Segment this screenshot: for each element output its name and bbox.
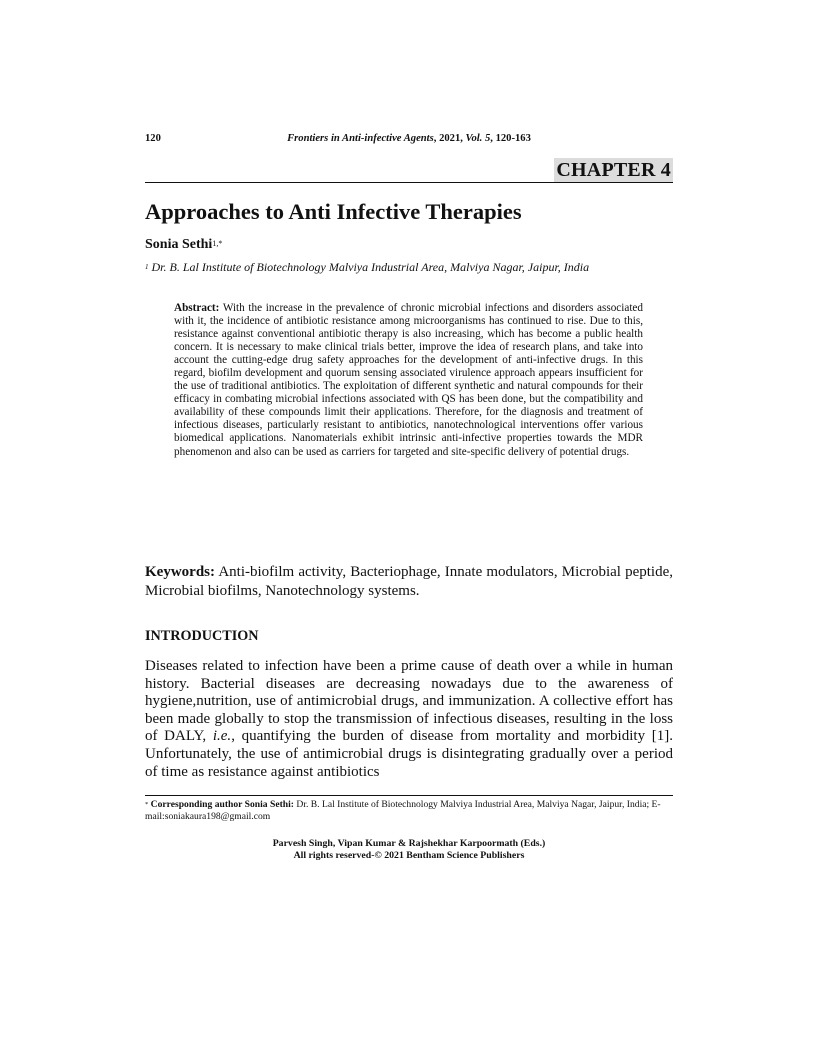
affiliation-text: Dr. B. Lal Institute of Biotechnology Malviya Industrial Area, Malviya Nagar, Jaipur, India <box>148 260 590 274</box>
running-header <box>145 133 673 149</box>
journal-year: , 2021, <box>433 133 466 144</box>
author-affiliation-marker: 1,* <box>212 239 223 248</box>
introduction-paragraph <box>145 658 673 781</box>
intro-text-part2: , quantifying the burden of disease from mortality and morbidity [1]. Unfortunately, the use of antimicrobial drugs is disintegrating gradually over a period of time as resistance against antibiotics <box>145 728 673 780</box>
abstract-label: Abstract: <box>174 302 220 314</box>
article-title: Approaches to Anti Infective Therapies <box>145 199 522 224</box>
author-line <box>145 236 222 254</box>
journal-citation <box>145 133 673 144</box>
footnote-text: Dr. B. Lal Institute of Biotechnology Malviya Industrial Area, Malviya Nagar, Jaipur, India; E-mail:soniakaura198@gmail.com <box>145 799 661 822</box>
page-number: 120 <box>145 133 161 144</box>
footnote-label: Corresponding author Sonia Sethi: <box>148 799 294 810</box>
abstract <box>174 302 643 459</box>
chapter-label: CHAPTER 4 <box>556 159 671 181</box>
publisher-info <box>145 838 673 862</box>
publisher-rights: All rights reserved-© 2021 Bentham Science Publishers <box>293 850 525 861</box>
author-name: Sonia Sethi <box>145 237 213 252</box>
keywords-label: Keywords: <box>145 564 215 580</box>
keywords <box>145 563 673 600</box>
journal-pages: , 120-163 <box>490 133 531 144</box>
journal-name: Frontiers in Anti-infective Agents <box>287 133 434 144</box>
footnote <box>145 799 673 823</box>
footnote-marker: * <box>145 801 149 808</box>
affiliation-line <box>145 259 589 275</box>
header-divider <box>145 182 673 183</box>
abstract-text: With the increase in the prevalence of chronic microbial infections and disorders associated with it, the incidence of antibiotic resistance among microorganisms has continued to rise. Due to this, resistance against conventional antibiotic therapy is also increasing, which has become a public health concern. It is necessary to make clinical trials better, improve the idea of research plans, and take into account the cutting-edge drug safety approaches for the development of anti-infective drugs. In this regard, biofilm development and quorum sensing associated virulence approach appears insufficient for the use of traditional antibiotics. The exploitation of different synthetic and natural compounds for their efficacy in combating microbial infections associated with QS has been done, but the compatibility and availability of these compounds limit their applications. Therefore, for the diagnosis and treatment of infectious diseases, particularly resistant to antibiotics, nanotechnological interventions offer various biomedical applications. Nanomaterials exhibit intrinsic anti-infective properties towards the MDR phenomenon and also can be used as carriers for targeted and site-specific delivery of potential drugs. <box>174 302 643 458</box>
section-heading-introduction: INTRODUCTION <box>145 628 259 644</box>
journal-volume: Vol. 5 <box>465 133 491 144</box>
intro-text-italic: i.e. <box>212 728 232 745</box>
footnote-divider <box>145 795 673 796</box>
affiliation-marker: 1 <box>145 263 149 271</box>
publisher-editors: Parvesh Singh, Vipan Kumar & Rajshekhar Karpoormath (Eds.) <box>272 838 546 849</box>
keywords-text: Anti-biofilm activity, Bacteriophage, Innate modulators, Microbial peptide, Microbial biofilms, Nanotechnology systems. <box>145 564 673 599</box>
intro-text-part1: Diseases related to infection have been a prime cause of death over a while in human history. Bacterial diseases are decreasing nowadays due to the awareness of hygiene,nutrition, use of antimicrobial drugs, and immunization. A collective effort has been made globally to stop the transmission of infectious diseases, resulting in the loss of DALY, <box>145 658 673 745</box>
